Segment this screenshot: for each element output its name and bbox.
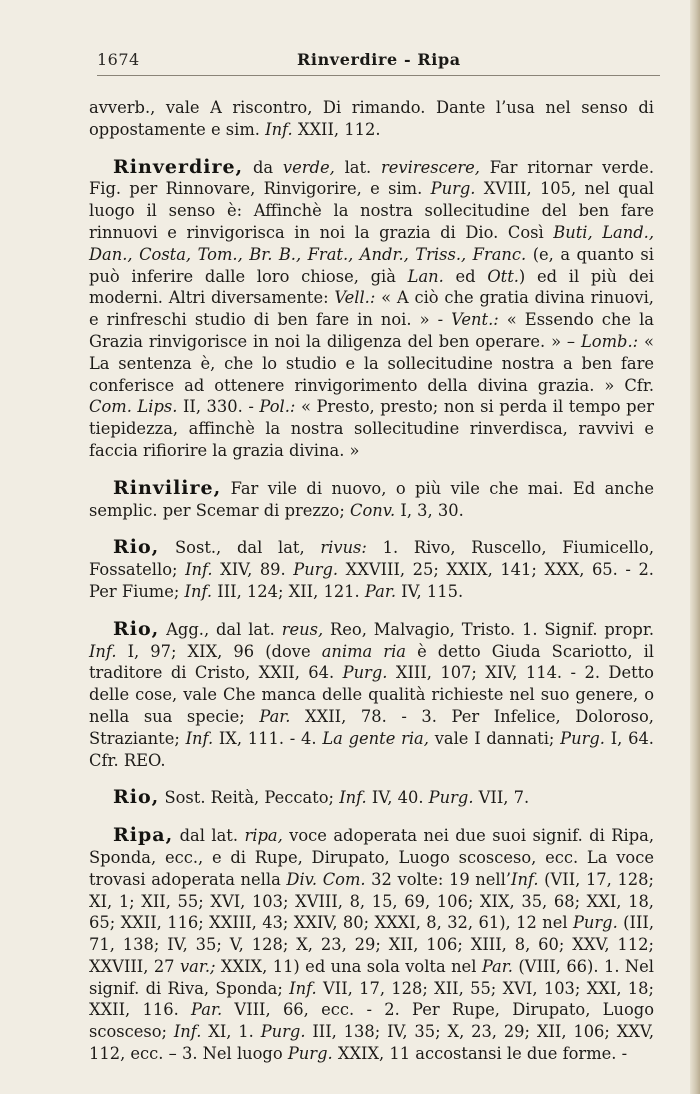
text-run: XXVIII, 25; XXIX, 141; XXX, 65. - 2. Per Fiume; (89, 560, 654, 601)
text-run: XXIX, 11 accostansi le due forme. - (332, 1044, 628, 1064)
italic-text: Inf. (185, 728, 214, 748)
text-run: « Essendo che la Grazia rinvigorisce in noi la diligenza del ben operare. » – (89, 310, 654, 351)
italic-text: revirescere, (381, 157, 480, 177)
entry-headword: Ripa, (113, 824, 174, 847)
continuation-paragraph (89, 97, 654, 141)
italic-text: Purg. (430, 179, 476, 199)
text-run: VII, 17, 128; XII, 55; XVI, 103; XXI, 18; XXII, 116. (89, 978, 654, 1020)
italic-text: Inf. (511, 869, 539, 889)
text-run: XXII, 112. (292, 119, 381, 139)
dictionary-entry (89, 478, 654, 522)
text-run: XIII, 107; XIV, 114. - 2. Detto delle cose, vale Che manca delle qualità richieste nel suo genere, o nella sua specie; (89, 663, 654, 726)
italic-text: Inf. (184, 581, 213, 601)
entry-headword: Rinvilire, (113, 476, 222, 499)
text-run: ) ed il più dei moderni. Altri diversamente: (89, 266, 654, 308)
italic-text: Inf. (265, 119, 293, 139)
text-run: voce adoperata nei due suoi signif. di Ripa, Sponda, ecc., e di Rupe, Dirupato, Luogo scosceso, ecc. La voce trovasi adoperata nella (89, 826, 654, 889)
text-run: VII, 7. (473, 788, 530, 808)
dictionary-entry (89, 537, 654, 602)
text-run: VIII, 66, ecc. - 2. Per Rupe, Dirupato, Luogo scosceso; (89, 1000, 655, 1042)
italic-text: Purg. (287, 1044, 333, 1064)
italic-text: Par. (364, 581, 396, 601)
entry-headword: Rinverdire, (113, 155, 244, 178)
text-run: dal lat. (173, 826, 245, 846)
dictionary-entry (89, 825, 654, 1065)
italic-text: anima ria (321, 641, 406, 661)
italic-text: Vent.: (451, 310, 499, 330)
dictionary-text (89, 97, 654, 1081)
page-number: 1674 (97, 50, 140, 69)
text-run: (III, 71, 138; IV, 35; V, 128; X, 23, 29; XII, 106; XIII, 8, 60; XXV, 112; XXVIII, 27 (89, 913, 654, 976)
text-run: II, 330. - (177, 397, 260, 417)
text-run: Sost., dal lat, (159, 538, 321, 558)
text-run: è detto Giuda Scariotto, il traditore di Cristo, XXII, 64. (89, 641, 654, 683)
italic-text: La gente ria, (322, 728, 429, 748)
italic-text: Par. (191, 1000, 223, 1020)
italic-text: Buti, Land., Dan., Costa, Tom., Br. B., Frat., Andr., Triss., Franc. (89, 222, 654, 264)
text-run: « Presto, presto; non si perda il tempo per tiepidezza, affinchè la nostra sollecitudine rinverdisca, ravvivi e faccia rifiorire la grazia divina. » (89, 397, 654, 460)
text-run: Sost. Reità, Peccato; (159, 788, 340, 808)
italic-text: Pol.: (259, 397, 296, 417)
text-run: XXIX, 11) ed una sola volta nel (215, 956, 482, 976)
text-run: I, 64. Cfr. REO. (89, 728, 654, 770)
entry-headword: Rio, (113, 786, 160, 809)
text-run: Far ritornar verde. Fig. per Rinnovare, Rinvigorire, e sim. (89, 157, 654, 199)
text-run: lat. (334, 157, 382, 177)
italic-text: Inf. (89, 641, 117, 661)
text-run: XI, 1. (201, 1022, 261, 1042)
text-run: 32 volte: 19 nell’ (365, 869, 512, 889)
italic-text: var.; (179, 956, 216, 976)
text-run: IV, 115. (396, 581, 464, 601)
text-run: XXII, 78. - 3. Per Infelice, Doloroso, Straziante; (89, 706, 654, 748)
italic-text: Com. Lips. (89, 397, 178, 417)
text-run: III, 138; IV, 35; X, 23, 29; XII, 106; XXV, 112, ecc. – 3. Nel luogo (89, 1022, 655, 1064)
text-run: XVIII, 105, nel qual luogo il senso è: Affinchè la nostra sollecitudine del ben fare rinnuovi e rinvigorisca in noi la grazia di Dio. Così (89, 179, 655, 242)
italic-text: Inf. (173, 1022, 202, 1042)
text-run: (e, a quanto si può inferire dalle loro chiose, già (89, 244, 654, 286)
italic-text: Par. (481, 956, 513, 976)
text-run: da (243, 157, 283, 177)
text-run: IX, 111. - 4. (213, 728, 323, 748)
italic-text: Purg. (342, 663, 388, 683)
italic-text: reus, (281, 619, 324, 639)
italic-text: Par. (259, 706, 291, 726)
italic-text: Purg. (572, 913, 618, 933)
page-header (97, 50, 660, 74)
page-edge (690, 0, 700, 1094)
italic-text: ripa, (244, 826, 283, 846)
italic-text: Inf. (185, 560, 213, 580)
italic-text: Vell.: (334, 288, 376, 308)
italic-text: Lan. (407, 266, 444, 286)
text-run: ed (443, 266, 488, 286)
italic-text: Purg. (260, 1022, 306, 1042)
italic-text: Conv. (350, 500, 396, 520)
text-run: Agg., dal lat. (159, 619, 282, 639)
entry-headword: Rio, (113, 536, 160, 559)
italic-text: verde, (282, 157, 335, 177)
text-run: « La sentenza è, che lo studio e la sollecitudine nostra a ben fare conferisce ad ottenere rinvigorimento della divina grazia. » Cfr. (89, 331, 654, 395)
text-run: IV, 40. (366, 788, 429, 808)
text-run: avverb., vale A riscontro, Di rimando. Dante l’usa nel senso di oppostamente e sim. (89, 98, 654, 139)
dictionary-entry (89, 619, 654, 772)
italic-text: Div. Com. (286, 869, 366, 889)
dictionary-entry (89, 787, 654, 809)
text-run: (VIII, 66). 1. Nel signif. di Riva, Sponda; (89, 956, 654, 998)
text-run: I, 3, 30. (395, 500, 464, 520)
text-run: « A ciò che gratia divina rinuovi, e rinfreschi studio di ben fare in noi. » - (89, 288, 654, 330)
header-rule (97, 75, 660, 76)
entry-headword: Rio, (113, 617, 160, 640)
text-run: III, 124; XII, 121. (212, 581, 365, 601)
running-head: Rinverdire - Ripa (297, 50, 461, 69)
text-run: XIV, 89. (212, 560, 294, 580)
dictionary-entry (89, 157, 654, 462)
italic-text: Inf. (289, 978, 317, 998)
italic-text: Purg. (560, 728, 605, 748)
italic-text: Purg. (428, 788, 474, 808)
italic-text: Lomb.: (580, 331, 639, 351)
italic-text: Ott. (487, 266, 519, 286)
text-run: I, 97; XIX, 96 (dove (116, 641, 322, 661)
text-run: (VII, 17, 128; XI, 1; XII, 55; XVI, 103; XVIII, 8, 15, 69, 106; XIX, 35, 68; XXI, 18, 65; XXII, 116; XXIII, 43; XXIV, 80; XXXI, 8, 32, 61), 12 nel (89, 869, 655, 933)
text-run: vale I dannati; (428, 728, 561, 748)
italic-text: Inf. (339, 788, 367, 808)
text-run: Reo, Malvagio, Tristo. 1. Signif. propr. (323, 619, 654, 639)
italic-text: Purg. (293, 560, 339, 580)
text-run: Far vile di nuovo, o più vile che mai. Ed anche semplic. per Scemar di prezzo; (89, 478, 654, 520)
italic-text: rivus: (320, 538, 367, 558)
text-run: 1. Rivo, Ruscello, Fiumicello, Fossatello; (89, 538, 654, 580)
